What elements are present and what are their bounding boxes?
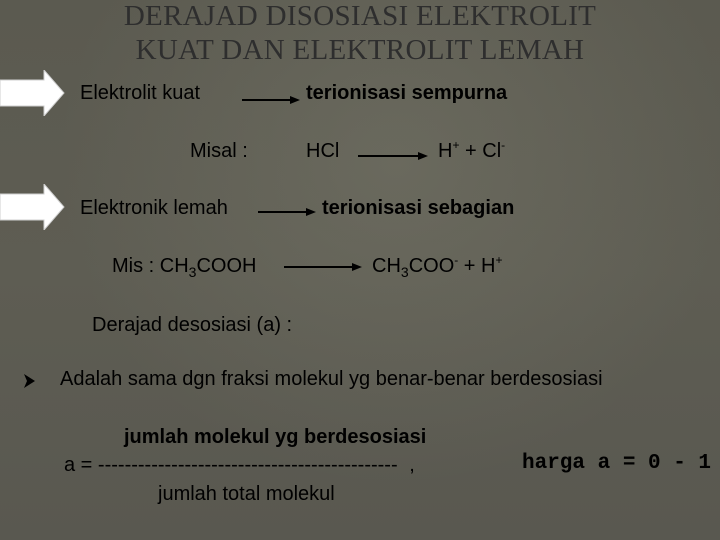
degree-of-dissociation-label: Derajad desosiasi (a) : bbox=[92, 314, 293, 336]
formula-denominator: jumlah total molekul bbox=[158, 483, 335, 505]
proton: H bbox=[438, 140, 453, 162]
chloride: + Cl bbox=[465, 140, 502, 162]
reactant-hcl: HCl bbox=[306, 140, 340, 162]
arrow-icon bbox=[242, 96, 302, 106]
title-line-1: DERAJAD DISOSIASI ELEKTROLIT bbox=[123, 0, 597, 32]
acetate-ch: CH bbox=[372, 255, 401, 277]
full-ionization-text: terionisasi sempurna bbox=[306, 82, 508, 104]
proton-charge: + bbox=[452, 138, 460, 152]
arrow-icon bbox=[258, 208, 318, 218]
acetate-rest: COO bbox=[408, 255, 455, 277]
arrow-icon bbox=[358, 152, 430, 162]
acetic-acid-rest: COOH bbox=[196, 255, 257, 277]
strong-electrolyte-label: Elektrolit kuat bbox=[80, 82, 201, 104]
formula-numerator: jumlah molekul yg berdesosiasi bbox=[124, 426, 427, 448]
acetate-products bbox=[372, 255, 503, 278]
example-label: Misal : bbox=[190, 140, 248, 162]
hcl-products bbox=[438, 140, 505, 163]
formula-comma: , bbox=[409, 454, 415, 476]
acetate-charge: - bbox=[454, 253, 459, 267]
partial-ionization-text: terionisasi sebagian bbox=[322, 197, 515, 219]
chloride-charge: - bbox=[501, 138, 506, 152]
block-arrow-icon bbox=[0, 184, 70, 230]
example-prefix: Mis : CH bbox=[112, 255, 189, 277]
bullet-arrow-icon bbox=[24, 374, 36, 388]
bullet-text: Adalah sama dgn fraksi molekul yg benar-benar berdesosiasi bbox=[60, 368, 603, 390]
fraction-bar: --------------------------------------------- bbox=[97, 454, 398, 476]
formula-lhs: a = bbox=[64, 454, 98, 476]
subscript-3: 3 bbox=[400, 264, 409, 280]
value-range: harga a = 0 - 1 bbox=[522, 452, 712, 475]
proton-charge: + bbox=[495, 253, 503, 267]
subscript-3: 3 bbox=[188, 264, 197, 280]
block-arrow-icon bbox=[0, 70, 70, 116]
weak-electrolyte-label: Elektronik lemah bbox=[80, 197, 228, 219]
proton: + H bbox=[458, 255, 496, 277]
arrow-icon bbox=[284, 263, 364, 273]
title-line-2: KUAT DAN ELEKTROLIT LEMAH bbox=[135, 34, 585, 66]
formula-line bbox=[64, 454, 415, 477]
acetic-acid-example bbox=[112, 255, 256, 278]
